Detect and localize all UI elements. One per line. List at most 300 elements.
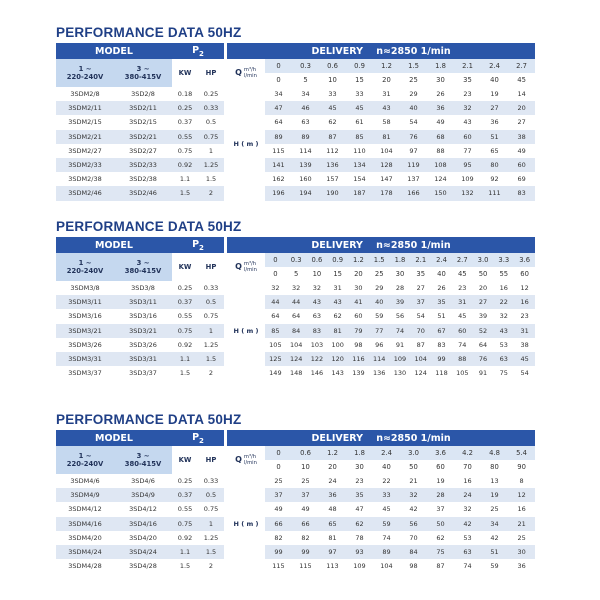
table-row [56,559,535,573]
p2-header: $P_2$ [172,43,224,59]
column-gap [224,531,227,545]
head-value: 81 [373,130,400,144]
head-value: 146 [307,366,328,380]
table-row [56,101,535,115]
head-value: 43 [454,115,481,129]
head-value: 136 [369,366,390,380]
flow-lmin-value: 10 [319,73,346,87]
column-gap [224,115,227,129]
head-value: 149 [265,366,286,380]
head-value: 93 [346,545,373,559]
head-value: 132 [454,186,481,200]
flow-lmin-value: 80 [481,460,508,474]
head-value: 91 [473,366,494,380]
flow-m3h-value: 0 [265,59,292,73]
power-kw: 1.5 [172,559,198,573]
column-gap [224,352,227,366]
model-three-phase: 3SD2/11 [114,101,172,115]
head-value: 63 [493,352,514,366]
flow-lmin-value: 15 [327,267,348,281]
flow-m3h-value: 0.3 [292,59,319,73]
head-value: 114 [369,352,390,366]
head-value: 36 [481,115,508,129]
head-value: 50 [427,517,454,531]
flow-lmin-value: 0 [265,460,292,474]
delivery-label: DELIVERY [311,432,363,444]
hp-header: HP [198,253,224,281]
table-row [56,366,535,380]
table-row [56,324,535,338]
head-value: 19 [427,474,454,488]
head-value: 56 [390,309,411,323]
head-value: 53 [493,338,514,352]
head-value: 166 [400,186,427,200]
q-unit-m3h: m³/h [243,454,257,460]
model-three-phase: 3SD3/21 [114,324,172,338]
single-phase-voltage: 220-240V [66,267,104,275]
head-value: 99 [265,545,292,559]
head-value: 76 [473,352,494,366]
q-symbol: Q [235,68,242,77]
speed-label: n≈2850 1/min [376,45,451,57]
performance-table [56,430,535,573]
model-single-phase: 3SDM2/33 [56,158,114,172]
head-value: 74 [373,531,400,545]
head-value: 111 [481,186,508,200]
head-value: 24 [454,488,481,502]
column-gap [224,559,227,573]
head-value: 84 [286,324,307,338]
head-value: 69 [508,172,535,186]
head-value: 154 [346,172,373,186]
head-value: 89 [373,545,400,559]
head-value: 113 [319,559,346,573]
power-kw: 1.1 [172,352,198,366]
flow-lmin-value: 30 [427,73,454,87]
head-value: 62 [427,531,454,545]
column-gap [224,488,227,502]
head-value: 103 [307,338,328,352]
flow-unit-label [227,59,265,87]
section-title: PERFORMANCE DATA 50HZ [56,412,242,427]
head-value: 143 [327,366,348,380]
flow-m3h-value: 3.6 [514,253,535,267]
column-gap [224,101,227,115]
head-value: 37 [427,502,454,516]
head-value: 16 [454,474,481,488]
head-value: 83 [307,324,328,338]
head-value: 62 [327,309,348,323]
head-value: 88 [452,352,473,366]
head-value: 23 [514,309,535,323]
power-kw: 0.92 [172,158,198,172]
head-value: 120 [327,352,348,366]
power-hp: 1.25 [198,158,224,172]
power-kw: 0.75 [172,324,198,338]
model-three-phase: 3SD4/6 [114,474,172,488]
flow-lmin-value: 60 [427,460,454,474]
head-value: 63 [307,309,328,323]
head-value: 116 [348,352,369,366]
power-hp: 0.33 [198,281,224,295]
head-value: 87 [427,559,454,573]
delivery-header [227,430,535,446]
single-phase-label: 1 ~ [78,259,92,267]
head-value: 114 [292,144,319,158]
head-value: 44 [265,295,286,309]
head-value: 12 [508,488,535,502]
model-single-phase: 3SDM3/11 [56,295,114,309]
head-value: 187 [346,186,373,200]
head-value: 39 [473,309,494,323]
head-value: 26 [427,87,454,101]
flow-m3h-value: 1.8 [427,59,454,73]
power-hp: 1.25 [198,338,224,352]
head-value: 122 [307,352,328,366]
head-value: 74 [454,559,481,573]
head-value: 83 [431,338,452,352]
flow-m3h-value: 4.8 [481,446,508,460]
model-single-phase: 3SDM3/16 [56,309,114,323]
model-three-phase: 3SD3/11 [114,295,172,309]
model-header: MODEL [56,430,172,446]
column-gap [224,158,227,172]
head-value: 31 [373,87,400,101]
power-hp: 0.75 [198,309,224,323]
model-single-phase: 3SDM3/26 [56,338,114,352]
model-three-phase: 3SD3/26 [114,338,172,352]
flow-lmin-value: 30 [346,460,373,474]
head-value: 137 [400,172,427,186]
head-value: 32 [493,309,514,323]
head-value: 162 [265,172,292,186]
head-value: 12 [514,281,535,295]
flow-m3h-value: 2.4 [431,253,452,267]
column-gap [224,502,227,516]
head-value: 36 [319,488,346,502]
power-hp: 2 [198,366,224,380]
head-value: 37 [265,488,292,502]
head-value: 66 [292,517,319,531]
head-value: 31 [327,281,348,295]
head-value: 74 [390,324,411,338]
flow-m3h-value: 1.5 [400,59,427,73]
head-value: 130 [390,366,411,380]
column-gap [224,324,227,338]
speed-label: n≈2850 1/min [376,432,451,444]
power-kw: 0.25 [172,101,198,115]
head-value: 136 [319,158,346,172]
three-phase-label: 3 ~ [136,452,150,460]
single-phase-header [56,59,114,87]
head-value: 40 [400,101,427,115]
head-value: 49 [292,502,319,516]
head-value: 82 [265,531,292,545]
q-unit-lmin: l/min [243,460,257,466]
flow-m3h-value: 2.1 [454,59,481,73]
flow-lmin-value: 10 [307,267,328,281]
flow-m3h-value: 0.6 [307,253,328,267]
delivery-header [227,43,535,59]
head-value: 46 [292,101,319,115]
model-single-phase: 3SDM3/21 [56,324,114,338]
power-hp: 0.75 [198,502,224,516]
flow-m3h-value: 1.2 [319,446,346,460]
power-hp: 1.5 [198,172,224,186]
q-units [244,67,257,79]
head-value: 92 [481,172,508,186]
delivery-label: DELIVERY [311,239,363,251]
power-hp: 0.25 [198,87,224,101]
head-value: 178 [373,186,400,200]
head-value: 64 [265,309,286,323]
table-row [56,517,535,531]
model-single-phase: 3SDM3/31 [56,352,114,366]
head-value: 40 [369,295,390,309]
head-value: 32 [454,502,481,516]
head-value: 62 [319,115,346,129]
flow-lmin-value: 20 [319,460,346,474]
power-hp: 1.25 [198,531,224,545]
head-value: 42 [454,517,481,531]
q-unit-lmin: l/min [243,73,257,79]
head-value: 64 [286,309,307,323]
flow-lmin-value: 60 [514,267,535,281]
power-kw: 0.18 [172,87,198,101]
head-value: 61 [346,115,373,129]
flow-lmin-value: 0 [265,267,286,281]
delivery-label: DELIVERY [311,45,363,57]
head-value: 115 [265,144,292,158]
model-single-phase: 3SDM2/46 [56,186,114,200]
single-phase-label: 1 ~ [78,452,92,460]
head-value: 78 [346,531,373,545]
head-value: 34 [292,87,319,101]
power-hp: 2 [198,559,224,573]
head-value: 22 [493,295,514,309]
model-header: MODEL [56,237,172,253]
column-gap [224,545,227,559]
flow-lmin-value: 25 [400,73,427,87]
section-title: PERFORMANCE DATA 50HZ [56,219,242,234]
three-phase-header [114,446,172,474]
model-three-phase: 3SD3/31 [114,352,172,366]
head-value: 64 [265,115,292,129]
flow-lmin-value: 10 [292,460,319,474]
head-value: 82 [292,531,319,545]
head-value: 98 [348,338,369,352]
model-single-phase: 3SDM4/28 [56,559,114,573]
flow-lmin-value: 0 [265,73,292,87]
model-three-phase: 3SD3/16 [114,309,172,323]
head-value: 43 [373,101,400,115]
single-phase-label: 1 ~ [78,65,92,73]
flow-m3h-value: 0 [265,253,286,267]
model-single-phase: 3SDM2/15 [56,115,114,129]
model-three-phase: 3SD4/24 [114,545,172,559]
power-hp: 1.5 [198,352,224,366]
head-value: 109 [454,172,481,186]
table-row [56,172,535,186]
model-three-phase: 3SD3/37 [114,366,172,380]
model-three-phase: 3SD4/28 [114,559,172,573]
power-kw: 0.37 [172,295,198,309]
hp-header: HP [198,446,224,474]
head-value: 104 [286,338,307,352]
head-value: 51 [481,130,508,144]
flow-m3h-value: 0.3 [286,253,307,267]
head-value: 62 [346,517,373,531]
section-title: PERFORMANCE DATA 50HZ [56,25,242,40]
head-value: 105 [265,338,286,352]
head-value: 104 [410,352,431,366]
head-value: 20 [473,281,494,295]
flow-m3h-value: 3.0 [473,253,494,267]
q-symbol: Q [235,455,242,464]
model-three-phase: 3SD2/33 [114,158,172,172]
flow-m3h-value: 0 [265,446,292,460]
model-single-phase: 3SDM4/12 [56,502,114,516]
head-value: 109 [346,559,373,573]
head-value: 110 [346,144,373,158]
power-hp: 0.5 [198,295,224,309]
head-value: 58 [373,115,400,129]
head-value: 19 [481,87,508,101]
head-value: 84 [400,545,427,559]
head-value: 190 [319,186,346,200]
head-value: 109 [390,352,411,366]
table-row [56,281,535,295]
power-kw: 0.37 [172,115,198,129]
head-value: 32 [265,281,286,295]
model-single-phase: 3SDM4/6 [56,474,114,488]
three-phase-voltage: 380-415V [124,73,162,81]
head-value: 13 [481,474,508,488]
flow-m3h-value: 1.8 [346,446,373,460]
head-value: 16 [514,295,535,309]
model-single-phase: 3SDM2/27 [56,144,114,158]
table-row [56,144,535,158]
head-value: 88 [427,144,454,158]
head-value: 97 [400,144,427,158]
flow-lmin-value: 25 [369,267,390,281]
head-value: 89 [292,130,319,144]
flow-lmin-value: 40 [431,267,452,281]
head-value: 24 [319,474,346,488]
power-hp: 1 [198,144,224,158]
head-value: 124 [286,352,307,366]
model-three-phase: 3SD2/27 [114,144,172,158]
flow-m3h-value: 1.2 [348,253,369,267]
head-value: 43 [493,324,514,338]
head-value: 81 [319,531,346,545]
power-kw: 0.75 [172,144,198,158]
column-gap [224,172,227,186]
head-value: 35 [431,295,452,309]
table-row [56,130,535,144]
column-gap [224,517,227,531]
head-value: 26 [431,281,452,295]
head-value: 75 [427,545,454,559]
head-value: 89 [265,130,292,144]
delivery-header [227,237,535,253]
power-kw: 0.55 [172,502,198,516]
head-value: 45 [346,101,373,115]
three-phase-label: 3 ~ [136,259,150,267]
column-gap [224,338,227,352]
flow-lmin-value: 40 [481,73,508,87]
head-value: 60 [452,324,473,338]
header-row [56,237,535,253]
head-value: 59 [373,517,400,531]
power-kw: 0.25 [172,474,198,488]
power-hp: 2 [198,186,224,200]
head-value: 32 [307,281,328,295]
head-value: 99 [292,545,319,559]
head-value: 23 [346,474,373,488]
head-value: 54 [410,309,431,323]
head-value: 87 [319,130,346,144]
flow-lmin-value: 20 [373,73,400,87]
head-value: 47 [265,101,292,115]
table-row [56,87,535,101]
flow-m3h-value: 5.4 [508,446,535,460]
head-value: 134 [346,158,373,172]
head-value: 21 [400,474,427,488]
head-value: 196 [265,186,292,200]
model-single-phase: 3SDM4/20 [56,531,114,545]
head-value: 85 [346,130,373,144]
flow-m3h-value: 3.3 [493,253,514,267]
flow-lmin-value: 45 [508,73,535,87]
table-row [56,115,535,129]
head-value: 59 [481,559,508,573]
head-value: 77 [369,324,390,338]
head-value: 52 [473,324,494,338]
head-value: 16 [493,281,514,295]
head-value: 54 [514,366,535,380]
kw-header: KW [172,446,198,474]
power-kw: 0.55 [172,309,198,323]
head-value: 83 [508,186,535,200]
power-hp: 0.33 [198,101,224,115]
head-value: 30 [508,545,535,559]
head-value: 81 [327,324,348,338]
head-value: 28 [427,488,454,502]
q-unit-m3h: m³/h [243,67,257,73]
flow-m3h-value: 1.5 [369,253,390,267]
flow-lmin-value: 35 [454,73,481,87]
head-value: 104 [373,559,400,573]
table-row [56,545,535,559]
head-value: 31 [514,324,535,338]
head-value: 63 [292,115,319,129]
head-value: 27 [410,281,431,295]
head-value: 115 [292,559,319,573]
head-value: 32 [454,101,481,115]
power-hp: 1.5 [198,545,224,559]
flow-lmin-value: 40 [373,460,400,474]
model-three-phase: 3SD2/8 [114,87,172,101]
power-kw: 0.37 [172,488,198,502]
head-value: 80 [481,158,508,172]
power-kw: 1.5 [172,186,198,200]
model-single-phase: 3SDM3/37 [56,366,114,380]
head-value: 16 [508,502,535,516]
flow-m3h-value: 2.4 [481,59,508,73]
head-value: 112 [319,144,346,158]
q-unit-lmin: l/min [243,267,257,273]
